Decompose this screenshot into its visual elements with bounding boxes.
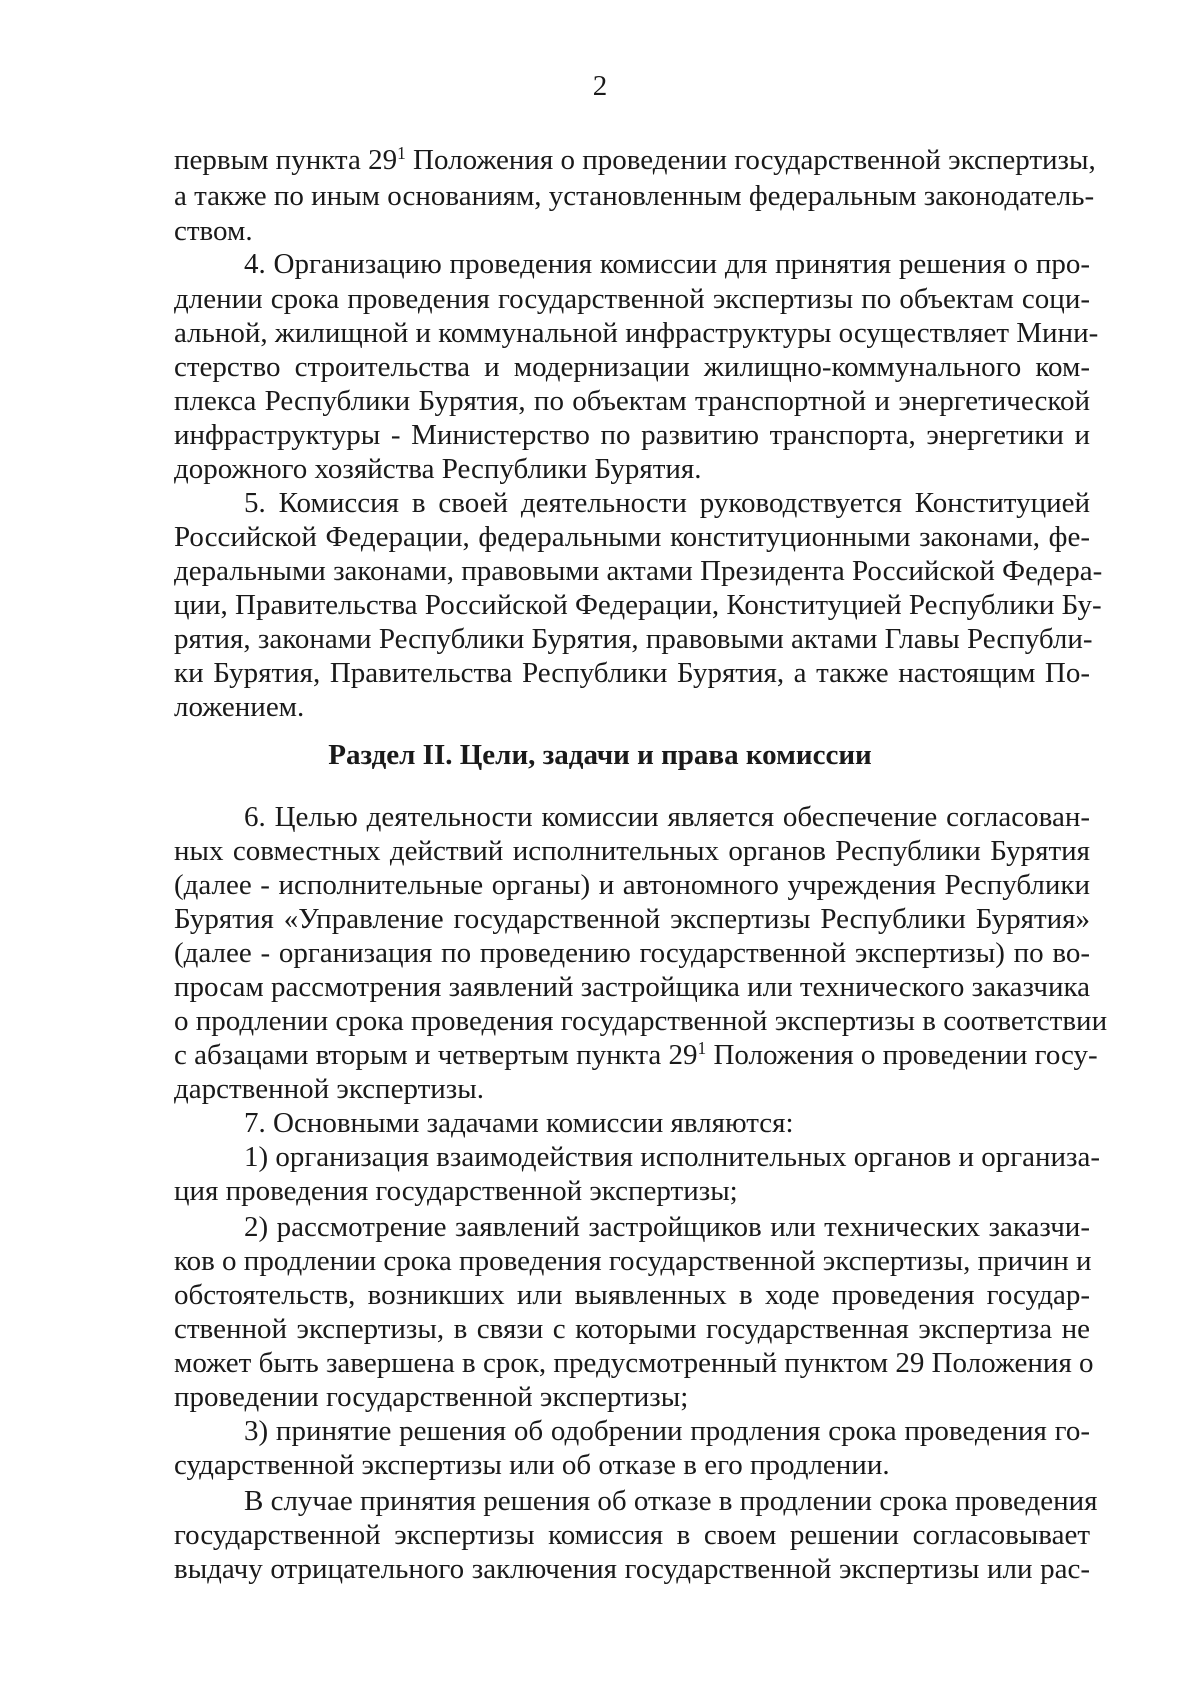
page-number: 2 <box>592 70 608 102</box>
text-segment: дарственной экспертизы. <box>174 1073 484 1105</box>
text-segment: с абзацами вторым и четвертым пункта 29 <box>174 1039 698 1071</box>
text-line <box>174 1278 1090 1312</box>
text-segment: ков о продлении срока проведения государственной экспертизы, причин и <box>174 1245 1092 1277</box>
text-line <box>174 1004 1108 1038</box>
text-segment: Положения о проведении государственной экспертизы, <box>405 144 1096 176</box>
text-line <box>174 1518 1090 1552</box>
text-segment: альной, жилищной и коммунальной инфраструктуры осуществляет Мини- <box>174 317 1099 349</box>
text-segment: 2) рассмотрение заявлений застройщиков или технических заказчи- <box>244 1211 1090 1243</box>
text-line <box>174 350 1090 384</box>
text-line <box>174 1552 1090 1586</box>
text-line <box>174 1072 1090 1106</box>
text-line <box>174 902 1090 936</box>
text-segment: деральными законами, правовыми актами Президента Российской Федера- <box>174 555 1103 587</box>
text-segment: а также по иным основаниям, установленным федеральным законодатель- <box>174 180 1095 212</box>
text-line <box>174 622 1093 656</box>
text-line <box>244 800 1090 834</box>
text-segment: ложением. <box>174 691 305 723</box>
text-segment: может быть завершена в срок, предусмотренный пунктом 29 Положения о <box>174 1347 1094 1379</box>
text-segment: первым пункта 29 <box>174 144 398 176</box>
text-line <box>174 970 1090 1004</box>
text-segment: выдачу отрицательного заключения государственной экспертизы или рас- <box>174 1553 1090 1585</box>
text-segment: длении срока проведения государственной экспертизы по объектам соци- <box>174 283 1090 315</box>
text-line <box>174 520 1090 554</box>
text-line <box>244 1140 1101 1174</box>
text-segment: 5. Комиссия в своей деятельности руководствуется Конституцией <box>244 487 1090 519</box>
text-line <box>174 1312 1090 1346</box>
text-segment: 4. Организацию проведения комиссии для принятия решения о про- <box>244 248 1090 280</box>
text-line <box>244 1210 1090 1244</box>
text-segment: сударственной экспертизы или об отказе в его продлении. <box>174 1449 890 1481</box>
text-segment: (далее - исполнительные органы) и автономного учреждения Республики <box>174 869 1090 901</box>
text-segment: государственной экспертизы комиссия в своем решении согласовывает <box>174 1519 1090 1551</box>
text-line <box>244 486 1090 520</box>
text-line <box>174 656 1090 690</box>
text-segment: ки Бурятия, Правительства Республики Бурятия, а также настоящим По- <box>174 657 1090 689</box>
text-segment: ственной экспертизы, в связи с которыми государственная экспертиза не <box>174 1313 1090 1345</box>
text-segment: Российской Федерации, федеральными конституционными законами, фе- <box>174 521 1090 553</box>
superscript: 1 <box>697 1037 707 1058</box>
text-segment: ции, Правительства Российской Федерации, Конституцией Республики Бу- <box>174 589 1102 621</box>
text-line <box>174 690 1090 724</box>
text-line <box>174 179 1095 213</box>
text-segment: 7. Основными задачами комиссии являются: <box>244 1107 794 1139</box>
text-line <box>244 247 1090 281</box>
text-line <box>174 834 1090 868</box>
text-segment: проведении государственной экспертизы; <box>174 1381 689 1413</box>
text-segment: Бурятия «Управление государственной экспертизы Республики Бурятия» <box>174 903 1090 935</box>
text-line <box>174 554 1103 588</box>
text-line <box>174 214 1090 248</box>
text-segment: инфраструктуры - Министерство по развитию транспорта, энергетики и <box>174 419 1090 451</box>
text-line <box>174 1380 1090 1414</box>
text-line <box>174 588 1102 622</box>
text-line <box>174 1448 1090 1482</box>
text-line <box>174 936 1090 970</box>
text-line <box>174 1244 1090 1278</box>
text-segment: ством. <box>174 215 253 247</box>
superscript: 1 <box>397 142 406 163</box>
text-segment: дорожного хозяйства Республики Бурятия. <box>174 453 702 485</box>
text-line <box>244 1484 1098 1518</box>
text-line <box>174 868 1090 902</box>
text-segment: 1) организация взаимодействия исполнительных органов и организа- <box>244 1141 1101 1173</box>
text-line <box>174 142 1096 177</box>
text-segment: В случае принятия решения об отказе в продлении срока проведения <box>244 1485 1098 1517</box>
text-segment: Положения о проведении госу- <box>706 1039 1098 1071</box>
text-segment: 6. Целью деятельности комиссии является обеспечение согласован- <box>244 801 1090 833</box>
text-segment: просам рассмотрения заявлений застройщика или технического заказчика <box>174 971 1090 1003</box>
text-line <box>174 1174 1090 1208</box>
text-segment: рятия, законами Республики Бурятия, правовыми актами Главы Республи- <box>174 623 1093 655</box>
text-segment: ных совместных действий исполнительных органов Республики Бурятия <box>174 835 1090 867</box>
text-line <box>244 1106 1090 1140</box>
text-segment: 3) принятие решения об одобрении продления срока проведения го- <box>244 1415 1090 1447</box>
text-line <box>174 452 1090 486</box>
text-segment: (далее - организация по проведению государственной экспертизы) по во- <box>174 937 1090 969</box>
text-line <box>174 384 1090 418</box>
text-line <box>174 1346 1094 1380</box>
text-segment: стерство строительства и модернизации жилищно-коммунального ком- <box>174 351 1090 383</box>
text-line <box>174 316 1099 350</box>
text-segment: о продлении срока проведения государственной экспертизы в соответствии <box>174 1005 1108 1037</box>
text-segment: плекса Республики Бурятия, по объектам транспортной и энергетической <box>174 385 1090 417</box>
section-heading: Раздел II. Цели, задачи и права комиссии <box>328 739 872 771</box>
text-segment: ция проведения государственной экспертизы; <box>174 1175 738 1207</box>
text-segment: обстоятельств, возникших или выявленных в ходе проведения государ- <box>174 1279 1090 1311</box>
text-line <box>244 1414 1090 1448</box>
text-line <box>174 282 1090 316</box>
text-line <box>174 1037 1098 1072</box>
text-line <box>174 418 1090 452</box>
